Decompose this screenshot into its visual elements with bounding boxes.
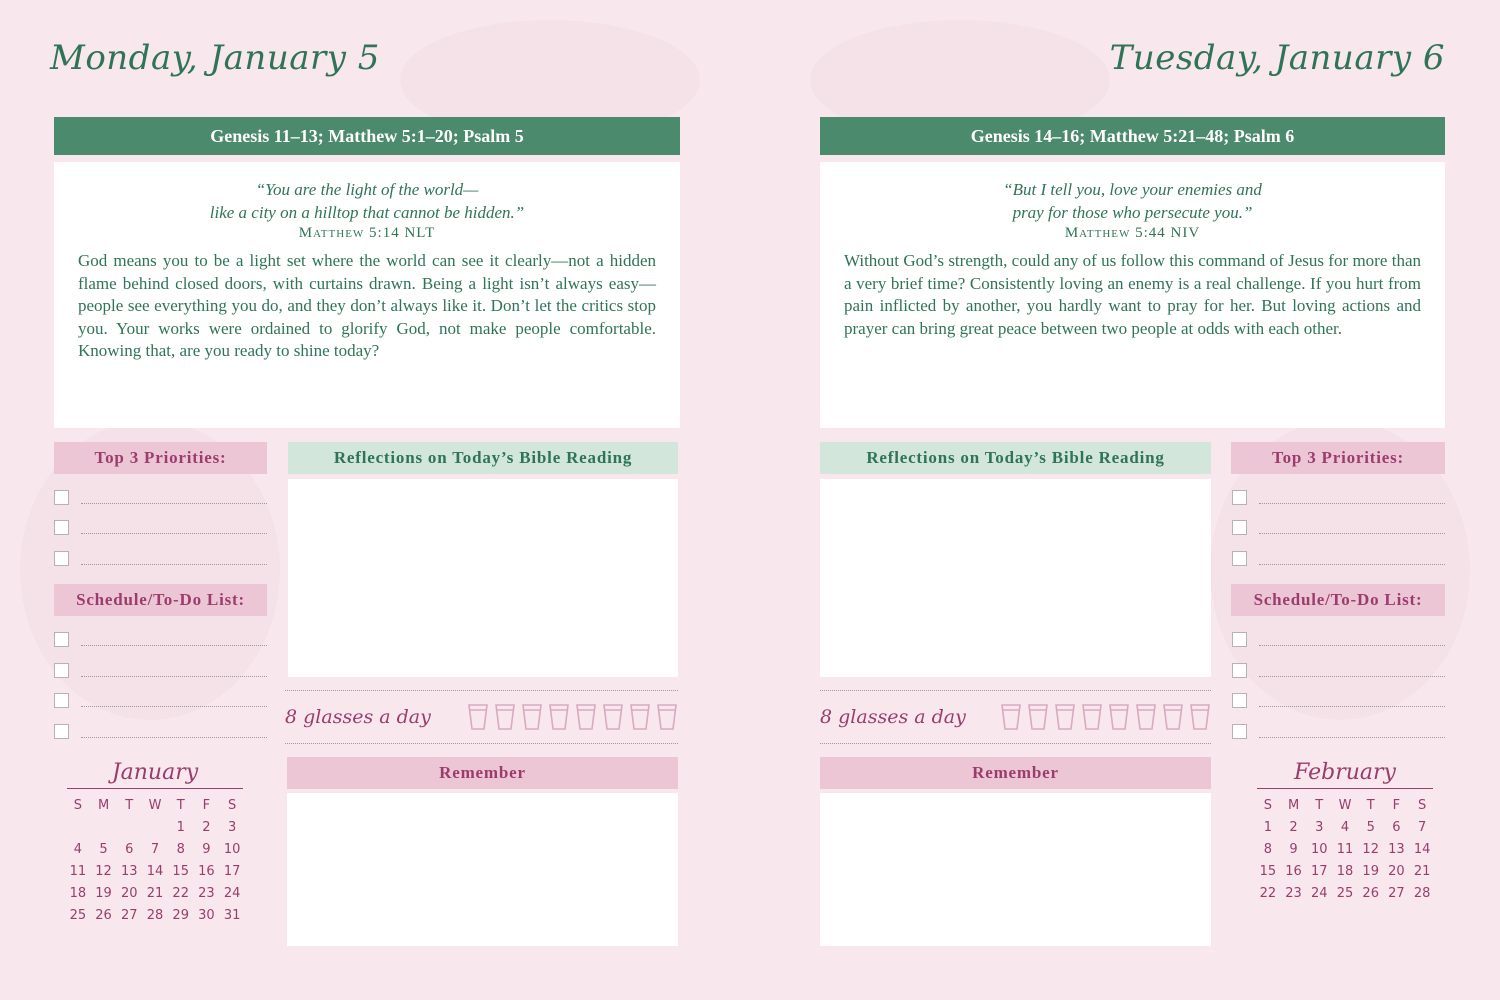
bible-reading-reference: Genesis 11–13; Matthew 5:1–20; Psalm 5 — [54, 117, 680, 155]
verse-citation: Matthew 5:44 NIV — [1064, 225, 1201, 241]
calendar-date: 7 — [150, 842, 160, 857]
writing-line[interactable] — [81, 737, 267, 738]
writing-line[interactable] — [1259, 737, 1445, 738]
calendar-date: 26 — [1362, 886, 1379, 901]
empty-checkbox-icon[interactable] — [1232, 520, 1247, 535]
empty-checkbox-icon[interactable] — [1232, 663, 1247, 678]
empty-checkbox-icon[interactable] — [54, 663, 69, 678]
calendar-date: 22 — [172, 886, 189, 901]
writing-line[interactable] — [81, 706, 267, 707]
calendar-day-header: T — [125, 798, 134, 813]
calendar-date: 6 — [1392, 820, 1401, 835]
water-glass-icon[interactable] — [602, 703, 624, 731]
calendar-date: 10 — [223, 842, 241, 857]
calendar-day-header: T — [1366, 798, 1375, 813]
water-glass-icon[interactable] — [575, 703, 597, 731]
calendar-date: 2 — [202, 820, 211, 835]
calendar-date — [91, 819, 117, 837]
empty-checkbox-icon[interactable] — [1232, 724, 1247, 739]
priority-item[interactable] — [1232, 517, 1445, 537]
water-glass-icon[interactable] — [467, 703, 489, 731]
todo-item[interactable] — [1232, 690, 1445, 710]
calendar-date: 13 — [1388, 842, 1405, 857]
reflections-header: Reflections on Today’s Bible Reading — [288, 442, 678, 474]
todo-item[interactable] — [54, 629, 267, 649]
verse-line: “But I tell you, love your enemies and — [1003, 180, 1262, 199]
calendar-date: 9 — [1289, 842, 1298, 857]
calendar-date: 6 — [125, 842, 134, 857]
calendar-date: 21 — [146, 886, 164, 901]
empty-checkbox-icon[interactable] — [54, 490, 69, 505]
water-glass-icon[interactable] — [548, 703, 570, 731]
todo-item[interactable] — [1232, 721, 1445, 741]
calendar-date: 13 — [121, 864, 138, 879]
empty-checkbox-icon[interactable] — [54, 520, 69, 535]
reflections-header: Reflections on Today’s Bible Reading — [820, 442, 1211, 474]
calendar-day-header: W — [148, 798, 162, 813]
todo-item[interactable] — [1232, 629, 1445, 649]
empty-checkbox-icon[interactable] — [1232, 693, 1247, 708]
water-glass-icon[interactable] — [494, 703, 516, 731]
calendar-date: 15 — [1259, 864, 1277, 879]
calendar-date: 23 — [1285, 886, 1302, 901]
calendar-date: 28 — [146, 908, 164, 923]
calendar-date: 11 — [69, 864, 87, 879]
priority-item[interactable] — [54, 487, 267, 507]
calendar-day-header: S — [1418, 798, 1427, 813]
calendar-date: 24 — [1311, 886, 1328, 901]
calendar-day-header: S — [1263, 798, 1272, 813]
calendar-date — [65, 819, 91, 837]
remember-writing-area[interactable] — [287, 793, 678, 946]
calendar-day-header: S — [73, 798, 82, 813]
writing-line[interactable] — [81, 645, 267, 646]
calendar-date: 5 — [1366, 820, 1375, 835]
verse-citation: Matthew 5:14 NLT — [298, 225, 436, 241]
remember-header: Remember — [820, 757, 1211, 789]
calendar-day-header: M — [1287, 798, 1300, 813]
calendar-date: 15 — [172, 864, 189, 879]
priority-item[interactable] — [1232, 487, 1445, 507]
calendar-month: January — [67, 760, 243, 789]
calendar-month: February — [1257, 760, 1433, 789]
empty-checkbox-icon[interactable] — [1232, 632, 1247, 647]
water-glass-icon[interactable] — [1162, 703, 1184, 731]
glass-row — [467, 703, 678, 731]
water-tracker — [285, 690, 678, 744]
water-glass-icon[interactable] — [1081, 703, 1103, 731]
right-page — [750, 0, 1500, 1000]
calendar-date: 1 — [176, 820, 185, 835]
writing-line[interactable] — [1259, 503, 1445, 504]
calendar-date: 4 — [1340, 820, 1350, 835]
schedule-header: Schedule/To-Do List: — [54, 584, 267, 616]
calendar-date: 9 — [202, 842, 211, 857]
mini-calendar — [1255, 760, 1435, 903]
writing-line[interactable] — [81, 503, 267, 504]
calendar-date: 14 — [146, 864, 164, 879]
calendar-date: 20 — [1388, 864, 1405, 879]
calendar-date: 16 — [1285, 864, 1302, 879]
page-date: Tuesday, January 6 — [1109, 38, 1445, 78]
verse-line: “You are the light of the world— — [255, 180, 479, 199]
calendar-date: 30 — [198, 908, 215, 923]
calendar-date: 1 — [1263, 820, 1272, 835]
calendar-date: 23 — [198, 886, 215, 901]
page-date: Monday, January 5 — [50, 38, 380, 78]
calendar-date: 8 — [1263, 842, 1272, 857]
water-glass-icon[interactable] — [1108, 703, 1130, 731]
calendar-date: 27 — [121, 908, 138, 923]
writing-line[interactable] — [81, 533, 267, 534]
mini-calendar — [65, 760, 245, 925]
writing-line[interactable] — [1259, 676, 1445, 677]
priorities-header: Top 3 Priorities: — [1231, 442, 1445, 474]
calendar-date: 11 — [1336, 842, 1354, 857]
empty-checkbox-icon[interactable] — [54, 724, 69, 739]
calendar-date: 5 — [99, 842, 108, 857]
empty-checkbox-icon[interactable] — [1232, 490, 1247, 505]
calendar-date: 22 — [1259, 886, 1277, 901]
empty-checkbox-icon[interactable] — [54, 632, 69, 647]
calendar-date: 21 — [1413, 864, 1431, 879]
calendar-day-header: F — [202, 798, 211, 813]
priority-item[interactable] — [1232, 548, 1445, 568]
calendar-date: 10 — [1311, 842, 1328, 857]
todo-item[interactable] — [54, 660, 267, 680]
calendar-date: 24 — [223, 886, 241, 901]
calendar-date: 19 — [95, 886, 112, 901]
glass-row — [1000, 703, 1211, 731]
calendar-date: 12 — [95, 864, 112, 879]
calendar-date — [142, 819, 168, 837]
priority-item[interactable] — [54, 517, 267, 537]
calendar-date: 18 — [69, 886, 87, 901]
calendar-date: 3 — [1315, 820, 1324, 835]
water-glass-icon[interactable] — [1027, 703, 1049, 731]
empty-checkbox-icon[interactable] — [1232, 551, 1247, 566]
writing-line[interactable] — [81, 676, 267, 677]
calendar-date: 2 — [1289, 820, 1298, 835]
water-glass-icon[interactable] — [521, 703, 543, 731]
priority-item[interactable] — [54, 548, 267, 568]
writing-line[interactable] — [81, 564, 267, 565]
bible-reading-reference: Genesis 14–16; Matthew 5:21–48; Psalm 6 — [820, 117, 1445, 155]
priorities-header: Top 3 Priorities: — [54, 442, 267, 474]
calendar-date: 18 — [1336, 864, 1354, 879]
todo-item[interactable] — [54, 721, 267, 741]
todo-item[interactable] — [1232, 660, 1445, 680]
calendar-grid — [1255, 797, 1435, 903]
water-glass-icon[interactable] — [1189, 703, 1211, 731]
reflections-writing-area[interactable] — [288, 479, 678, 677]
water-glass-icon[interactable] — [656, 703, 678, 731]
water-tracker-label: 8 glasses a day — [820, 706, 966, 728]
remember-writing-area[interactable] — [820, 793, 1211, 946]
calendar-date: 4 — [73, 842, 82, 857]
devotional-text: Without God’s strength, could any of us follow this command of Jesus for more than a very brief time? Consistently loving an enemy is a real challenge. If you hurt from pain inflicted by another, you hardly want to pray for her. But loving actions and prayer can bring great peace between two people at odds with each other. — [844, 251, 1421, 338]
writing-line[interactable] — [1259, 564, 1445, 565]
devotional-text: God means you to be a light set where the world can see it clearly—not a hidden flame behind closed doors, with curtains drawn. Being a light isn’t always easy—people see everything you do, and they don’t always like it. Don’t let the critics stop you. Your works were ordained to glorify God, not make people comfortable. Knowing that, are you ready to shine today? — [78, 251, 656, 361]
calendar-day-header: S — [228, 798, 237, 813]
calendar-grid — [65, 797, 245, 925]
empty-checkbox-icon[interactable] — [54, 693, 69, 708]
calendar-date: 26 — [95, 908, 112, 923]
calendar-date: 3 — [227, 820, 237, 835]
water-glass-icon[interactable] — [629, 703, 651, 731]
calendar-day-header: T — [176, 798, 185, 813]
water-glass-icon[interactable] — [1054, 703, 1076, 731]
verse-line: pray for those who persecute you.” — [1012, 203, 1253, 222]
writing-line[interactable] — [1259, 706, 1445, 707]
devotional-box — [820, 162, 1445, 428]
water-glass-icon[interactable] — [1135, 703, 1157, 731]
verse-line: like a city on a hilltop that cannot be hidden.” — [209, 203, 525, 222]
calendar-date: 19 — [1362, 864, 1379, 879]
water-tracker-label: 8 glasses a day — [285, 706, 431, 728]
calendar-date: 29 — [172, 908, 189, 923]
writing-line[interactable] — [1259, 645, 1445, 646]
water-tracker — [820, 690, 1211, 744]
calendar-date: 20 — [121, 886, 138, 901]
remember-header: Remember — [287, 757, 678, 789]
calendar-date: 25 — [69, 908, 87, 923]
writing-line[interactable] — [1259, 533, 1445, 534]
calendar-date: 17 — [1311, 864, 1328, 879]
schedule-header: Schedule/To-Do List: — [1231, 584, 1445, 616]
calendar-date: 16 — [198, 864, 215, 879]
calendar-date: 31 — [223, 908, 241, 923]
todo-item[interactable] — [54, 690, 267, 710]
calendar-date: 28 — [1413, 886, 1431, 901]
calendar-date: 8 — [176, 842, 185, 857]
calendar-day-header: T — [1315, 798, 1324, 813]
calendar-date: 14 — [1413, 842, 1431, 857]
empty-checkbox-icon[interactable] — [54, 551, 69, 566]
calendar-day-header: M — [97, 798, 110, 813]
calendar-day-header: F — [1392, 798, 1401, 813]
calendar-date: 25 — [1336, 886, 1354, 901]
calendar-date: 27 — [1388, 886, 1405, 901]
calendar-date: 17 — [223, 864, 241, 879]
devotional-box — [54, 162, 680, 428]
reflections-writing-area[interactable] — [820, 479, 1211, 677]
calendar-date: 12 — [1362, 842, 1379, 857]
calendar-day-header: W — [1338, 798, 1352, 813]
calendar-date — [116, 819, 142, 837]
calendar-date: 7 — [1417, 820, 1427, 835]
water-glass-icon[interactable] — [1000, 703, 1022, 731]
